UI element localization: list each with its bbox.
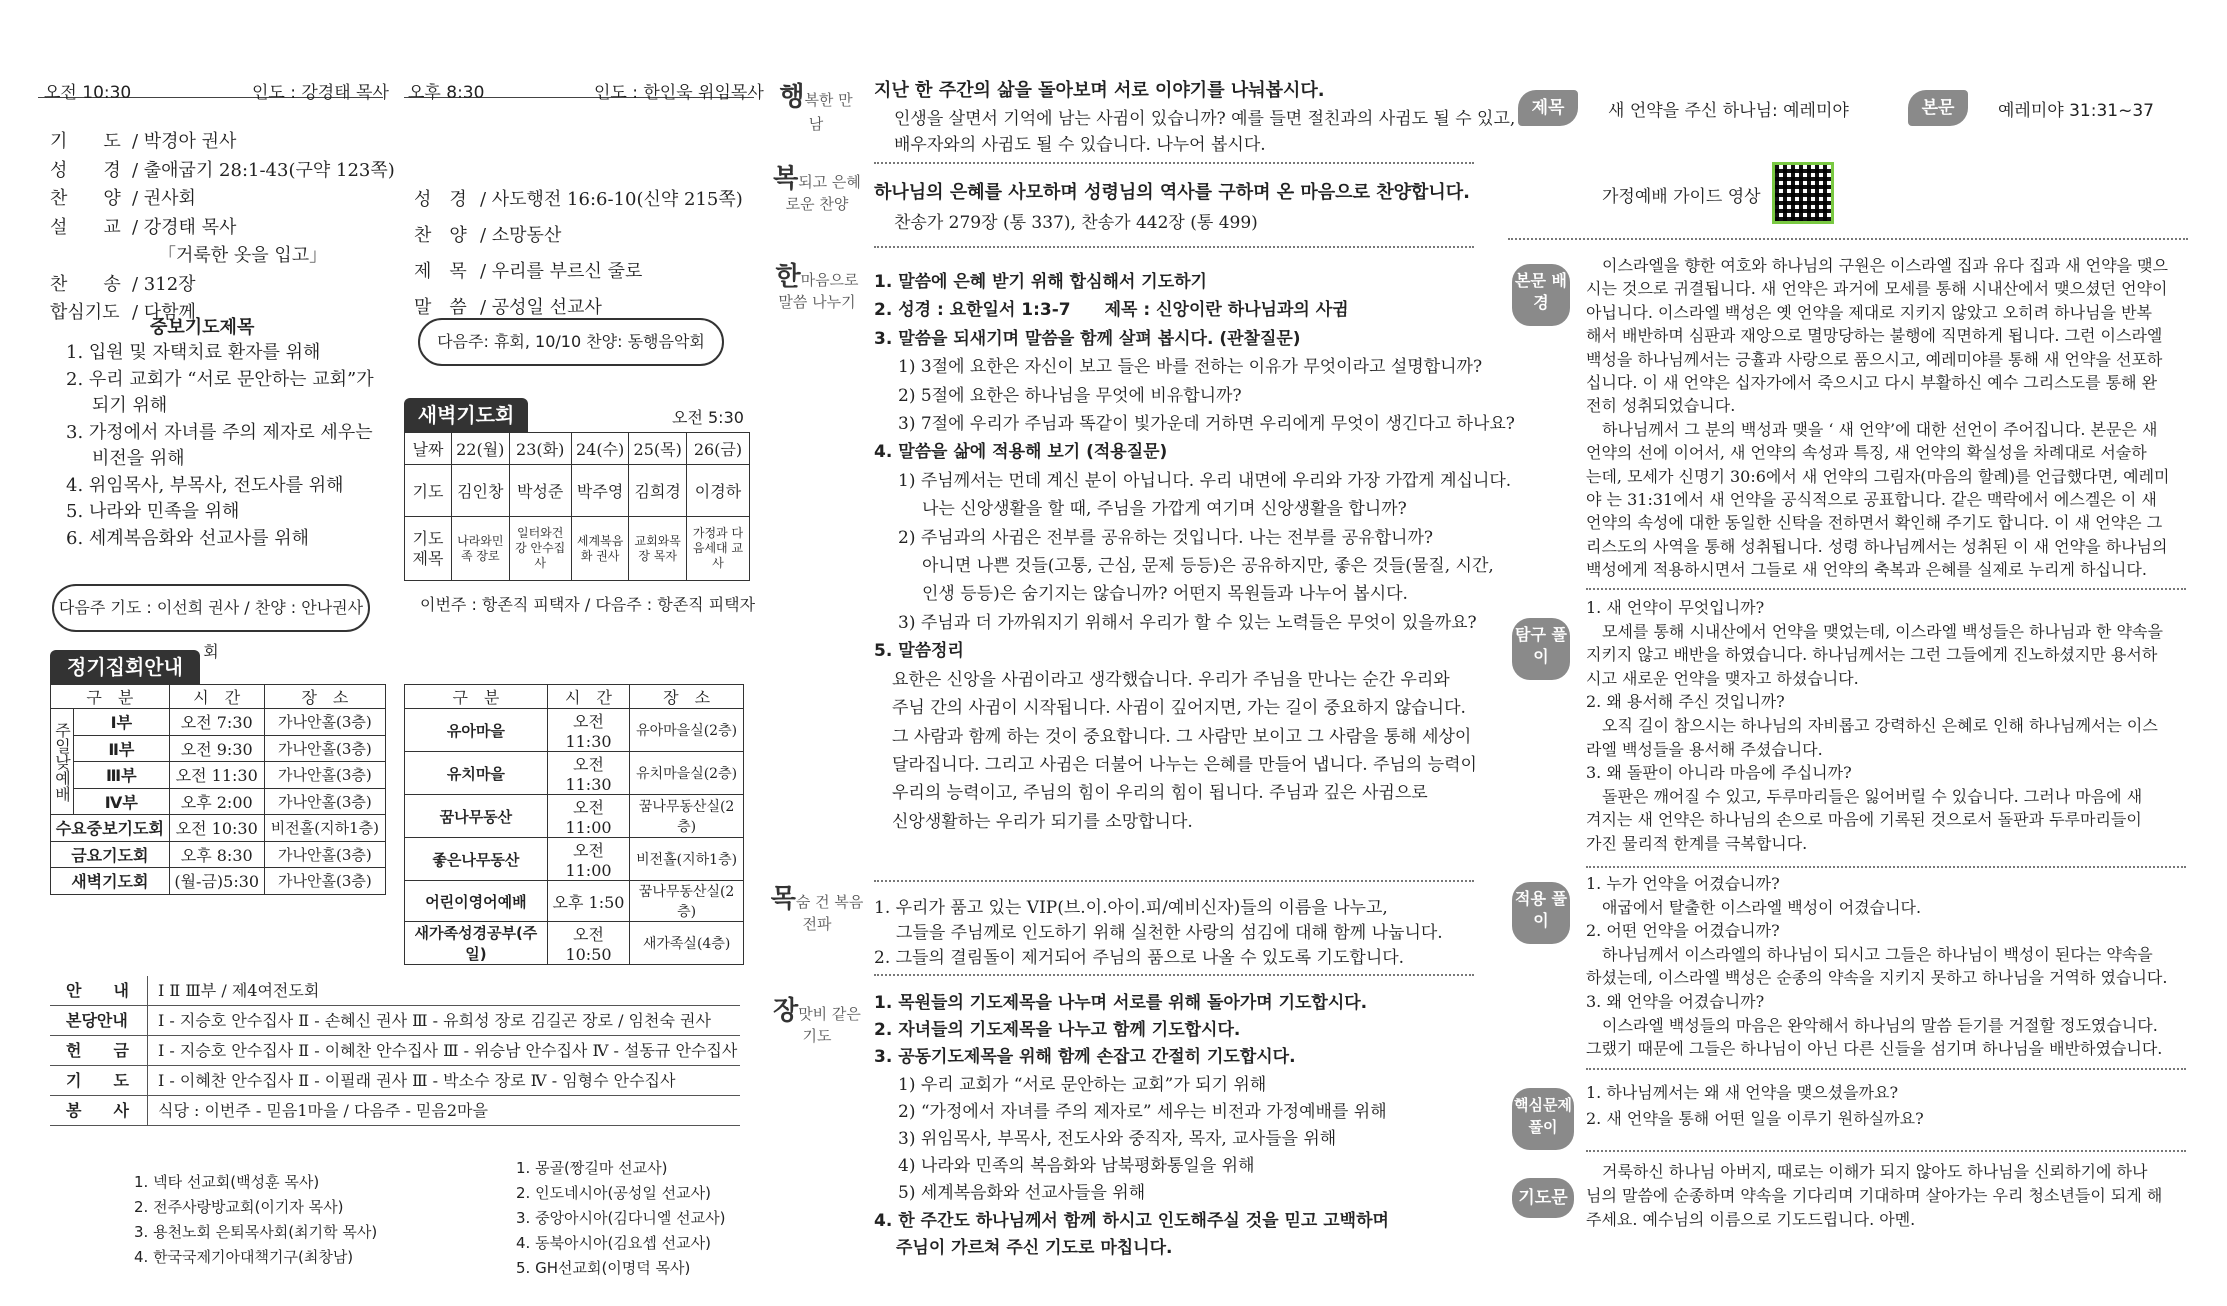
meeting-name: 금요기도회	[51, 841, 170, 868]
order-row	[50, 185, 395, 214]
dawn-prayer-tab: 새벽기도회	[404, 398, 528, 432]
mission-item: 2. 인도네시아(공성일 선교사)	[516, 1184, 711, 1202]
body-line: 배우자와의 사귐도 될 수 있습니다. 나누어 봅시다.	[894, 135, 1266, 155]
body-line: 4. 말씀을 삶에 적용해 보기 (적용질문)	[874, 442, 1168, 463]
meeting-name: Ⅳ부	[74, 788, 170, 815]
body-line: 1. 새 언약이 무엇입니까?	[1586, 598, 1765, 617]
order-row	[414, 254, 743, 290]
order-row	[50, 214, 395, 243]
dawn-header-cell: 23(화)	[509, 433, 571, 465]
body-line: 2. 새 언약을 통해 어떤 일을 이루기 원하실까요?	[1586, 1109, 1924, 1128]
body-line: 백성을 하나님께서는 긍휼과 사랑으로 품으시고, 예레미야를 통해 새 언약을 선포하	[1586, 349, 2163, 369]
body-line: 4) 나라와 민족의 복음화와 남북평화통일을 위해	[898, 1156, 1255, 1177]
body-line: 2. 어떤 언약을 어겼습니까?	[1586, 921, 1780, 941]
body-line: 2. 왜 용서해 주신 것입니까?	[1586, 692, 1785, 712]
meeting-name: Ⅰ부	[74, 709, 170, 736]
meeting-name: Ⅱ부	[74, 735, 170, 762]
meetings-header-cell: 장 소	[264, 685, 385, 709]
prayer-text	[1586, 1160, 2186, 1232]
body-line: 1. 말씀에 은혜 받기 위해 합심해서 기도하기	[874, 272, 1207, 292]
section-label-prayer: 장맛비 같은기도	[773, 996, 861, 1045]
title-label: 제목	[1518, 90, 1578, 126]
body-line: 하나님께서 그 분의 백성과 맺을 ‘ 새 언약’에 대한 선언이 주어집니다. 본문은 새	[1586, 419, 2158, 439]
body-line: 라엘 백성들을 용서해 주셨습니다.	[1586, 739, 1823, 759]
body-line: 십니다. 이 새 언약은 십자가에서 죽으시고 다시 부활하신 예수 그리스도를 통해 완	[1586, 373, 2158, 393]
role-label: 안 내	[50, 976, 148, 1005]
meeting-row	[51, 762, 386, 789]
dawn-prayer-topic: 일터와건강 안수집사	[509, 517, 571, 581]
meetings-header-cell: 시 간	[547, 685, 629, 709]
role-label: 기 도	[50, 1066, 148, 1095]
body-line: 3) 주님과 더 가까워지기 위해서 우리가 할 수 있는 노력들은 무엇이 있을까요?	[898, 612, 1477, 633]
body-line: 2. 자녀들의 기도제목을 나누고 함께 기도합시다.	[874, 1020, 1241, 1041]
body-line: 그 사람과 함께 하는 것이 중요합니다. 그 사람만 보이고 그 사람을 통해 세상이	[892, 726, 1472, 747]
mission-list-right	[516, 1156, 725, 1281]
body-line: 2) 5절에 요한은 하나님을 무엇에 비유합니까?	[898, 385, 1242, 406]
prayer-item: 1. 입원 및 자택치료 환자를 위해	[66, 342, 321, 363]
apply-text	[1586, 872, 2186, 1061]
order-value: / 권사회	[132, 188, 196, 209]
body-line: 모세를 통해 시내산에서 언약을 맺었는데, 이스라엘 백성들은 하나님과 한 약속을	[1586, 621, 2163, 641]
dawn-prayer-leader: 김희경	[629, 465, 687, 517]
body-line: 2. 그들의 결림돌이 제거되어 주님의 품으로 나올 수 있도록 기도합니다.	[874, 948, 1405, 968]
meeting-row	[51, 841, 386, 868]
meeting-row	[51, 735, 386, 762]
meeting-place: 유아마을실(2층)	[630, 709, 744, 752]
role-label: 봉 사	[50, 1096, 148, 1125]
prayer-item: 5. 나라와 민족을 위해	[66, 501, 240, 522]
body-line: 는데, 모세가 신명기 30:6에서 새 언약의 그림자(마음의 할례)를 언급했다면, 예레미	[1586, 466, 2170, 486]
body-line: 오직 길이 참으시는 하나님의 자비롭고 강력하신 은혜로 인해 하나님께서는 이스	[1586, 715, 2158, 735]
dawn-header-cell: 25(목)	[629, 433, 687, 465]
section-label-happy-meeting: 행복한 만남	[779, 82, 853, 133]
meeting-time: 오전 11:30	[547, 752, 629, 795]
role-row	[50, 1006, 740, 1036]
order-label: 기 도	[50, 131, 121, 152]
body-line: 지키지 않고 배반을 하였습니다. 하나님께서는 그런 그들에게 진노하셨지만 용서하	[1586, 645, 2158, 665]
meeting-name: 좋은나무동산	[405, 838, 548, 881]
body-line: 2. 성경 : 요한일서 1:3-7 제목 : 신앙이란 하나님과의 사귐	[874, 300, 1349, 321]
role-value: Ⅰ - 지승호 안수집사 Ⅱ - 손혜신 권사 Ⅲ - 유희성 장로 김길곤 장로 / 임천숙 권사	[158, 1011, 711, 1030]
role-row	[50, 1096, 740, 1126]
body-line: 언약의 선에 이어서, 새 언약의 속성과 특징, 새 언약의 확실성을 차례대로 서술하	[1586, 443, 2147, 463]
sunday-service-label: 주일낮예배	[51, 709, 74, 815]
dawn-row-label: 기도	[405, 465, 452, 517]
dawn-prayer-topic: 세계복음화 권사	[571, 517, 629, 581]
mission-item: 1. 몽골(짱길마 선교사)	[516, 1159, 668, 1177]
qr-code-icon[interactable]	[1772, 162, 1834, 224]
meeting-place: 꿈나무동산실(2층)	[630, 795, 744, 838]
body-line: 찬송가 279장 (통 337), 찬송가 442장 (통 499)	[894, 213, 1258, 233]
dawn-prayer-topic: 가정과 다음세대 교사	[686, 517, 749, 581]
order-value: / 강경태 목사	[132, 216, 237, 238]
meeting-time: 오전 11:30	[547, 709, 629, 752]
order-label: 말 씀	[414, 297, 467, 318]
prayer-list	[66, 340, 374, 552]
meeting-time: 오후 1:50	[547, 881, 629, 922]
body-line: 그들을 주님께로 인도하기 위해 실천한 사랑의 섬김에 대해 함께 나눕니다.	[896, 923, 1443, 943]
body-line: 4. 한 주간도 하나님께서 함께 하시고 인도해주실 것을 믿고 고백하며	[874, 1210, 1389, 1231]
body-line: 1) 우리 교회가 “서로 문안하는 교회”가 되기 위해	[898, 1074, 1267, 1095]
body-line: 시는 것으로 귀결됩니다. 새 언약은 과거에 모세를 통해 시내산에서 맺으셨던 언약이	[1586, 279, 2168, 299]
order-label: 성 경	[414, 189, 467, 210]
dawn-header-cell: 26(금)	[686, 433, 749, 465]
meeting-name: 유아마을	[405, 709, 548, 752]
body-line: 인생을 살면서 기억에 남는 사귐이 있습니까? 예를 들면 절친과의 사귐도 될 수 있고,	[894, 109, 1516, 129]
body-line: 겨지는 새 언약은 하나님의 손으로 마음에 기록된 것으로서 돌판과 두루마리들이	[1586, 810, 2142, 830]
meeting-time: 오전 10:50	[547, 922, 629, 965]
order-row	[414, 218, 743, 254]
dawn-row-label: 기도 제목	[405, 517, 452, 581]
role-value: Ⅰ Ⅱ Ⅲ부 / 제4여전도회	[158, 981, 320, 1000]
order-label: 제 목	[414, 261, 467, 282]
meetings-table-left	[50, 684, 386, 895]
meeting-name: 꿈나무동산	[405, 795, 548, 838]
body-line: 이스라엘을 향한 여호와 하나님의 구원은 이스라엘 집과 유다 집과 새 언약을 맺으	[1586, 256, 2168, 275]
body-line: 백성에게 적용하시면서 그들로 새 언약의 축복과 은혜를 실제로 누리게 하십니다.	[1586, 560, 2147, 580]
order-value: / 소망동산	[480, 225, 562, 246]
meeting-row	[405, 795, 744, 838]
order-row	[50, 242, 395, 271]
meeting-name: 새가족성경공부(주일)	[405, 922, 548, 965]
service-roles	[50, 976, 740, 1126]
meetings-header-row	[51, 685, 386, 709]
prayer-label: 기도문	[1512, 1178, 1574, 1218]
prayer-item: 3. 가정에서 자녀를 주의 제자로 세우는	[66, 421, 373, 443]
meeting-name: 유치마을	[405, 752, 548, 795]
body-line: 그랬기 때문에 그들은 하나님이 아닌 다른 신들을 섬기며 하나님을 배반하였습니다.	[1586, 1039, 2163, 1059]
s3-body	[874, 268, 1515, 836]
meetings-tab: 정기집회안내	[50, 650, 200, 684]
dawn-prayer-leader: 이경하	[686, 465, 749, 517]
role-row	[50, 976, 740, 1006]
meeting-row	[51, 868, 386, 895]
role-label: 본당안내	[50, 1006, 148, 1035]
body-line: 시고 새로운 언약을 맺자고 하셨습니다.	[1586, 668, 1859, 688]
prayer-item: 되기 위해	[92, 395, 168, 416]
meetings-header-cell: 구 분	[51, 685, 170, 709]
meeting-row	[51, 815, 386, 842]
prayer-item: 비전을 위해	[92, 448, 185, 469]
mission-item: 2. 전주사랑방교회(이기자 목사)	[134, 1198, 344, 1216]
meeting-time: 오전 9:30	[169, 735, 264, 762]
s1-title: 지난 한 주간의 삶을 돌아보며 서로 이야기를 나눠봅시다.	[874, 80, 1325, 101]
order-value: / 다함께	[132, 302, 196, 323]
body-line: 달라집니다. 그리고 사귐은 더불어 나누는 은혜를 만들어 냅니다. 주님의 능력이	[892, 754, 1477, 775]
evening-service-time: 오후 8:30	[408, 83, 485, 103]
meeting-time: 오전 10:30	[169, 815, 264, 842]
service-time: 오전 10:30	[44, 83, 132, 103]
evening-service-order	[414, 182, 743, 326]
body-line: 3. 왜 돌판이 아니라 마음에 주십니까?	[1586, 763, 1852, 783]
body-line: 5) 세계복음화와 선교사들을 위해	[898, 1183, 1146, 1204]
body-line: 가진 물리적 한계를 극복합니다.	[1586, 833, 1808, 853]
body-line: 언약의 속성에 대한 동일한 신탁을 전하면서 확인해 주기도 합니다. 이 새 언약은 그	[1586, 513, 2163, 533]
meeting-row	[405, 709, 744, 752]
role-value: 식당 : 이번주 - 믿음1마을 / 다음주 - 믿음2마을	[158, 1101, 488, 1120]
prayer-item: 4. 위임목사, 부목사, 전도사를 위해	[66, 474, 344, 496]
core-label: 핵심문제 풀이	[1512, 1088, 1574, 1150]
prayer-item: 6. 세계복음화와 선교사를 위해	[66, 527, 309, 549]
meeting-place: 비전홀(지하1층)	[264, 815, 385, 842]
meeting-name: 어린이영어예배	[405, 881, 548, 922]
body-line: 야 는 31:31에서 새 언약을 공식적으로 공표합니다. 같은 맥락에서 에스겔은 이 새	[1586, 490, 2157, 510]
role-value: Ⅰ - 지승호 안수집사 Ⅱ - 이혜찬 안수집사 Ⅲ - 위승남 안수집사 Ⅳ - 설동규 안수집사	[158, 1041, 738, 1060]
lesson-title: 새 언약을 주신 하나님: 예레미야	[1608, 101, 1849, 121]
body-line: 1. 누가 언약을 어겼습니까?	[1586, 874, 1780, 893]
meeting-row	[405, 922, 744, 965]
lesson-text: 예레미야 31:31~37	[1998, 101, 2154, 121]
prayer-item: 2. 우리 교회가 “서로 문안하는 교회”가	[66, 368, 374, 390]
meetings-table-right	[404, 684, 744, 965]
body-line: 1) 3절에 요한은 자신이 보고 들은 바를 전하는 이유가 무엇이라고 설명합니까?	[898, 357, 1483, 378]
order-value: / 박경아 권사	[132, 131, 237, 152]
order-value: / 312장	[132, 273, 196, 295]
mission-item: 5. GH선교회(이명덕 목사)	[516, 1259, 691, 1277]
body-line: 애굽에서 탈출한 이스라엘 백성이 어겼습니다.	[1586, 897, 1922, 917]
meeting-name: 새벽기도회	[51, 868, 170, 895]
meeting-time: 오전 7:30	[169, 709, 264, 736]
meeting-place: 가나안홀(3층)	[264, 788, 385, 815]
explore-label: 탐구 풀이	[1512, 618, 1570, 680]
order-label: 찬 양	[50, 188, 121, 209]
role-label: 헌 금	[50, 1036, 148, 1065]
body-line: 돌판은 깨어질 수 있고, 두루마리들은 잃어버릴 수 있습니다. 그러나 마음에 새	[1586, 786, 2143, 806]
body-line: 1) 주님께서는 먼데 계신 분이 아닙니다. 우리 내면에 우리와 가장 가깝게 계십니다.	[898, 470, 1512, 491]
mission-list-left	[134, 1170, 377, 1270]
order-row	[50, 128, 395, 157]
order-value: / 출애굽기 28:1-43(구약 123쪽)	[132, 159, 395, 181]
s5-body	[874, 990, 1494, 1262]
body-line: 거룩하신 하나님 아버지, 때로는 이해가 되지 않아도 하나님을 신뢰하기에 하나	[1586, 1162, 2148, 1181]
meeting-place: 가나안홀(3층)	[264, 709, 385, 736]
dawn-prayer-topic: 나라와민족 장로	[452, 517, 510, 581]
meeting-place: 가나안홀(3층)	[264, 762, 385, 789]
meeting-place: 유치마을실(2층)	[630, 752, 744, 795]
meetings-header-cell: 시 간	[169, 685, 264, 709]
dawn-footer: 이번주 : 항존직 피택자 / 다음주 : 항존직 피택자	[420, 595, 756, 614]
s2-title: 하나님의 은혜를 사모하며 성령님의 역사를 구하며 온 마음으로 찬양합니다.	[874, 182, 1470, 203]
meeting-row	[51, 788, 386, 815]
body-line: 1. 하나님께서는 왜 새 언약을 맺으셨을까요?	[1586, 1083, 1899, 1102]
body-line: 3. 말씀을 되새기며 말씀을 함께 살펴 봅시다. (관찰질문)	[874, 328, 1301, 349]
order-label: 성 경	[50, 159, 121, 181]
background-text	[1586, 254, 2186, 582]
apply-label: 적용 풀이	[1512, 882, 1570, 944]
role-row	[50, 1066, 740, 1096]
order-row	[414, 182, 743, 218]
dawn-prayer-leader: 김인창	[452, 465, 510, 517]
meeting-place: 새가족실(4층)	[630, 922, 744, 965]
order-label: 합심기도	[50, 302, 120, 323]
body-line: 3) 7절에 우리가 주님과 똑같이 빛가운데 거하면 우리에게 무엇이 생긴다고 하나요?	[898, 414, 1515, 435]
text-label: 본문	[1908, 90, 1968, 126]
meetings-header-cell: 장 소	[630, 685, 744, 709]
body-line: 님의 말씀에 순종하며 약속을 기다리며 기대하며 살아가는 우리 청소년들이 되게 해	[1586, 1186, 2163, 1205]
body-line: 아닙니다. 이스라엘 백성은 옛 언약을 제대로 지키지 않았고 오히려 하나님을 반복	[1586, 302, 2152, 322]
body-line: 신앙생활하는 우리가 되기를 소망합니다.	[892, 811, 1193, 832]
next-week-notice: 다음주 기도 : 이선희 권사 / 찬양 : 안나권사회	[52, 584, 370, 632]
dawn-header-cell: 22(월)	[452, 433, 510, 465]
s2-body	[894, 208, 1258, 233]
s1-body	[894, 106, 1515, 158]
section-label-word-sharing: 한마음으로 말씀 나누기	[775, 262, 859, 311]
order-label: 설 교	[50, 216, 121, 238]
meeting-place: 가나안홀(3층)	[264, 735, 385, 762]
body-line: 이스라엘 백성들의 마음은 완악해서 하나님의 말씀 듣기를 거절할 정도였습니다.	[1586, 1015, 2158, 1035]
dawn-prayer-time: 오전 5:30	[672, 408, 744, 427]
mission-item: 4. 한국국제기아대책기구(최창남)	[134, 1248, 354, 1266]
meeting-time: (월-금)5:30	[169, 868, 264, 895]
meeting-name: 수요중보기도회	[51, 815, 170, 842]
order-row	[50, 271, 395, 300]
mission-item: 3. 중앙아시아(김다니엘 선교사)	[516, 1209, 726, 1227]
body-line: 3. 공동기도제목을 위해 함께 손잡고 간절히 기도합시다.	[874, 1047, 1296, 1068]
order-value: / 공성일 선교사	[480, 297, 602, 318]
body-line: 요한은 신앙을 사귐이라고 생각했습니다. 우리가 주님을 만나는 순간 우리와	[892, 669, 1450, 690]
section-label-evangelism: 목숨 건 복음전파	[770, 884, 864, 933]
body-line: 2) “가정에서 자녀를 주의 제자로” 세우는 비전과 가정예배를 위해	[898, 1101, 1387, 1122]
meeting-name: Ⅲ부	[74, 762, 170, 789]
mission-item: 3. 용천노회 은퇴목사회(최기학 목사)	[134, 1223, 378, 1241]
evening-service-leader: 인도 : 한인욱 위임목사	[594, 83, 764, 103]
body-line: 1. 목원들의 기도제목을 나누며 서로를 위해 돌아가며 기도합시다.	[874, 993, 1368, 1013]
meeting-time: 오후 8:30	[169, 841, 264, 868]
order-value: / 사도행전 16:6-10(신약 215쪽)	[480, 189, 743, 210]
meeting-place: 꿈나무동산실(2층)	[630, 881, 744, 922]
evening-next-week: 다음주: 휴회, 10/10 찬양: 동행음악회	[418, 318, 724, 366]
section-label-praise: 복되고 은혜로운 찬양	[773, 164, 861, 213]
mission-item: 1. 넥타 선교회(백성훈 목사)	[134, 1173, 320, 1191]
dawn-prayer-leader: 박주영	[571, 465, 629, 517]
meeting-row	[405, 752, 744, 795]
body-line: 주님 간의 사귐이 시작됩니다. 사귐이 깊어지면, 가는 길이 중요하지 않습니다.	[892, 698, 1466, 719]
body-line: 리스도의 사역을 통해 성취됩니다. 성령 하나님께서는 성취된 이 새 언약을 하나님의	[1586, 536, 2168, 556]
body-line: 하셨는데, 이스라엘 백성은 순종의 약속을 지키지 못하고 하나님을 거역하 였습니다.	[1586, 968, 2168, 988]
meeting-row	[405, 881, 744, 922]
body-line: 하나님께서 이스라엘의 하나님이 되시고 그들은 하나님이 백성이 된다는 약속을	[1586, 944, 2153, 964]
meeting-time: 오전 11:00	[547, 838, 629, 881]
dawn-prayer-leader: 박성준	[509, 465, 571, 517]
body-line: 2) 주님과의 사귐은 전부를 공유하는 것입니다. 나는 전부를 공유합니까?	[898, 527, 1434, 548]
meeting-place: 비전홀(지하1층)	[630, 838, 744, 881]
meetings-header-row	[405, 685, 744, 709]
body-line: 우리의 능력이고, 주님의 힘이 우리의 힘이 됩니다. 주님과 깊은 사귐으로	[892, 783, 1428, 804]
role-value: Ⅰ - 이혜찬 안수집사 Ⅱ - 이필래 권사 Ⅲ - 박소수 장로 Ⅳ - 임형수 안수집사	[158, 1071, 676, 1090]
role-row	[50, 1036, 740, 1066]
meeting-time: 오전 11:00	[547, 795, 629, 838]
order-label: 찬 양	[414, 225, 467, 246]
meeting-place: 가나안홀(3층)	[264, 868, 385, 895]
meetings-header-cell: 구 분	[405, 685, 548, 709]
order-value: 「거룩한 옷을 입고」	[158, 245, 328, 266]
body-line: 해서 배반하며 심판과 재앙으로 멸망당하는 불행에 직면하게 됩니다. 그런 이스라엘	[1586, 326, 2163, 346]
explore-text	[1586, 596, 2186, 856]
body-line: 전히 성취되었습니다.	[1586, 396, 1736, 416]
meeting-place: 가나안홀(3층)	[264, 841, 385, 868]
body-line: 주세요. 예수님의 이름으로 기도드립니다. 아멘.	[1586, 1210, 1916, 1229]
body-line: 3) 위임목사, 부목사, 전도사와 중직자, 목자, 교사들을 위해	[898, 1129, 1337, 1150]
body-line: 1. 우리가 품고 있는 VIP(브.이.아이.피/예비신자)들의 이름을 나누고,	[874, 898, 1388, 918]
dawn-prayer-topic: 교회와목장 목자	[629, 517, 687, 581]
order-value: / 우리를 부르신 줄로	[480, 261, 643, 282]
body-line: 주님이 가르쳐 주신 기도로 마칩니다.	[896, 1237, 1173, 1258]
service-order	[50, 128, 395, 328]
dawn-prayer-table	[404, 432, 750, 581]
background-label: 본문 배경	[1512, 264, 1570, 326]
order-label: 찬 송	[50, 273, 121, 295]
body-line: 아니면 나쁜 것들(고통, 근심, 문제 등등)은 공유하지만, 좋은 것들(물질, 시간,	[922, 556, 1494, 577]
body-line: 나는 신앙생활을 할 때, 주님을 가깝게 여기며 신앙생활을 합니까?	[922, 499, 1407, 520]
prayer-list-title: 중보기도제목	[150, 317, 255, 338]
dawn-header-cell: 날짜	[405, 433, 452, 465]
core-text	[1586, 1080, 1924, 1132]
service-leader: 인도 : 강경태 목사	[252, 83, 389, 103]
s4-body	[874, 896, 1443, 971]
meeting-row	[405, 838, 744, 881]
order-row	[50, 157, 395, 186]
guide-video-label[interactable]: 가정예배 가이드 영상	[1602, 187, 1761, 207]
meeting-row	[51, 709, 386, 736]
body-line: 인생 등등)은 숨기지는 않습니까? 어떤지 목원들과 나누어 봅시다.	[922, 584, 1408, 605]
body-line: 5. 말씀정리	[874, 641, 964, 662]
meeting-time: 오후 2:00	[169, 788, 264, 815]
body-line: 3. 왜 언약을 어겼습니까?	[1586, 991, 1765, 1011]
mission-item: 4. 동북아시아(김요셉 선교사)	[516, 1234, 711, 1252]
dawn-header-cell: 24(수)	[571, 433, 629, 465]
meeting-time: 오전 11:30	[169, 762, 264, 789]
